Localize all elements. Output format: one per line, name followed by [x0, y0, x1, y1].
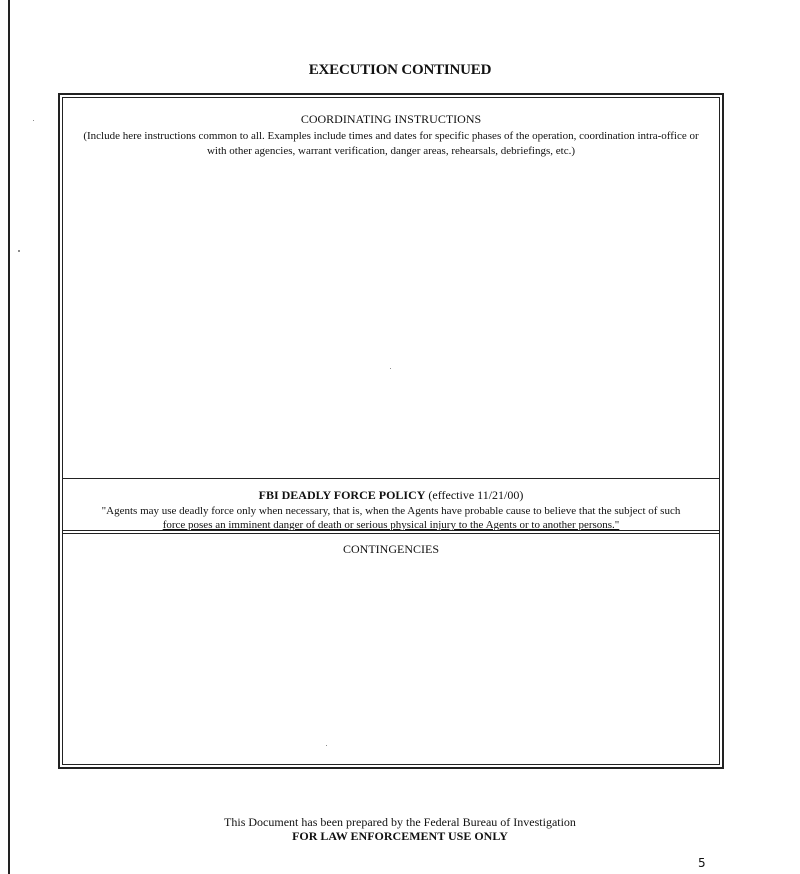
deadly-force-policy-section: [63, 479, 719, 529]
deadly-force-policy-text: [73, 504, 709, 532]
page-number: 5: [698, 856, 706, 870]
page-footer: [0, 815, 800, 843]
scan-speck: [33, 120, 34, 121]
coordinating-instructions-section[interactable]: [63, 98, 719, 478]
form-frame: [58, 93, 724, 769]
deadly-force-policy-heading-text: FBI DEADLY FORCE POLICY: [258, 488, 426, 502]
scan-speck: [390, 368, 391, 369]
scan-speck: [326, 745, 327, 746]
footer-prepared-by: This Document has been prepared by the Federal Bureau of Investigation: [224, 815, 576, 829]
form-inner-frame: [62, 97, 720, 765]
deadly-force-policy-effective-date: (effective 11/21/00): [428, 488, 524, 502]
page-title: EXECUTION CONTINUED: [308, 62, 492, 78]
coordinating-instructions-heading: COORDINATING INSTRUCTIONS: [300, 112, 482, 126]
footer-restriction: FOR LAW ENFORCEMENT USE ONLY: [292, 829, 508, 843]
scan-speck: [18, 250, 20, 252]
contingencies-heading: CONTINGENCIES: [343, 542, 439, 556]
left-margin-rule: [8, 0, 10, 874]
deadly-force-policy-line-1: "Agents may use deadly force only when necessary, that is, when the Agents have probable cause to believe that the subject of such: [101, 505, 681, 517]
coordinating-instructions-description: (Include here instructions common to all. Examples include times and dates for specific phases of the operation, coordination intra-office or with other agencies, warrant verification, danger areas, rehearsals, debriefings, etc.): [83, 130, 699, 157]
deadly-force-policy-heading: [63, 488, 719, 503]
contingencies-section[interactable]: [63, 534, 719, 764]
deadly-force-policy-line-2: force poses an imminent danger of death or serious physical injury to the Agents or to another persons.": [162, 519, 620, 531]
